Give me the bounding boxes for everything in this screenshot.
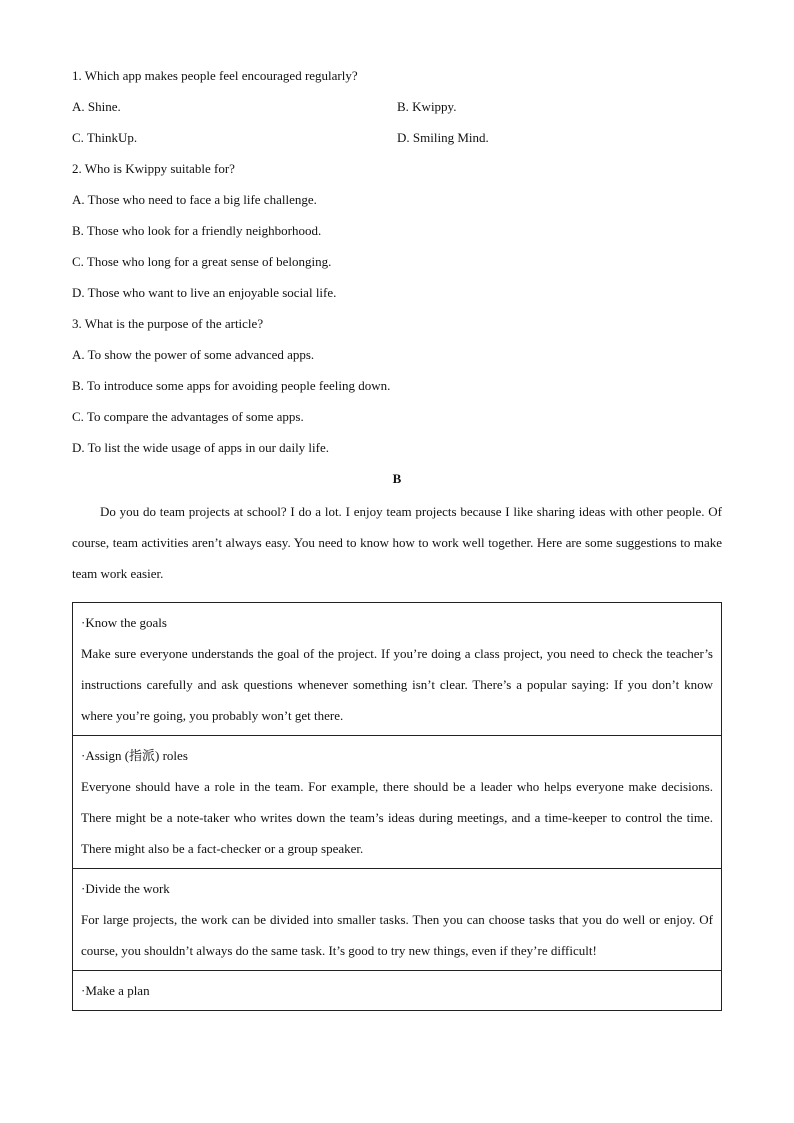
section-b-title: B bbox=[392, 471, 402, 486]
tip-body: Make sure everyone understands the goal of the project. If you’re doing a class project, you need to check the teacher’s instructions carefully and ask questions whenever something isn’t clear. There’s a popular saying: If you don’t know where you’re going, you probably won’t get there. bbox=[81, 646, 713, 723]
question-1-options-row-2 bbox=[72, 124, 722, 155]
question-3-option-c: C. To compare the advantages of some apps. bbox=[72, 409, 304, 424]
tip-heading: ·Make a plan bbox=[81, 983, 150, 998]
question-1-option-d: D. Smiling Mind. bbox=[397, 130, 489, 145]
tip-divide-the-work bbox=[73, 869, 721, 971]
question-2-option-d: D. Those who want to live an enjoyable social life. bbox=[72, 285, 337, 300]
question-3-option-b: B. To introduce some apps for avoiding people feeling down. bbox=[72, 378, 391, 393]
tip-body: Everyone should have a role in the team. For example, there should be a leader who helps everyone make decisions. There might be a note-taker who writes down the team’s ideas during meetings, and a time-keeper to control the time. There might also be a fact-checker or a group speaker. bbox=[81, 779, 713, 856]
tip-heading: ·Assign (指派) roles bbox=[81, 748, 188, 763]
question-1-option-a: A. Shine. bbox=[72, 99, 121, 114]
question-3-option-d: D. To list the wide usage of apps in our daily life. bbox=[72, 440, 329, 455]
tip-make-a-plan bbox=[73, 971, 721, 1010]
question-2-option-c: C. Those who long for a great sense of belonging. bbox=[72, 254, 332, 269]
question-3-option-a: A. To show the power of some advanced apps. bbox=[72, 347, 315, 362]
tip-heading: ·Divide the work bbox=[81, 881, 170, 896]
tip-assign-roles bbox=[73, 736, 721, 869]
question-2-option-a: A. Those who need to face a big life challenge. bbox=[72, 192, 317, 207]
tips-table bbox=[72, 602, 722, 1011]
document-page bbox=[72, 62, 722, 1011]
question-1-options-row-1 bbox=[72, 93, 722, 124]
question-2-stem: 2. Who is Kwippy suitable for? bbox=[72, 161, 235, 176]
tip-heading: ·Know the goals bbox=[81, 615, 167, 630]
question-1-option-c: C. ThinkUp. bbox=[72, 130, 138, 145]
tip-know-the-goals bbox=[73, 603, 721, 736]
question-1-option-b: B. Kwippy. bbox=[397, 99, 457, 114]
section-b-intro: Do you do team projects at school? I do a lot. I enjoy team projects because I like sharing ideas with other people. Of course, team activities aren’t always easy. You need to know how to work well together. Here are some suggestions to make team work easier. bbox=[72, 504, 722, 581]
question-3-stem: 3. What is the purpose of the article? bbox=[72, 316, 264, 331]
tip-body: For large projects, the work can be divided into smaller tasks. Then you can choose tasks that you do well or enjoy. Of course, you shouldn’t always do the same task. It’s good to try new things, even if they’re difficult! bbox=[81, 912, 713, 958]
question-2-option-b: B. Those who look for a friendly neighborhood. bbox=[72, 223, 322, 238]
question-1-stem: 1. Which app makes people feel encouraged regularly? bbox=[72, 68, 358, 83]
